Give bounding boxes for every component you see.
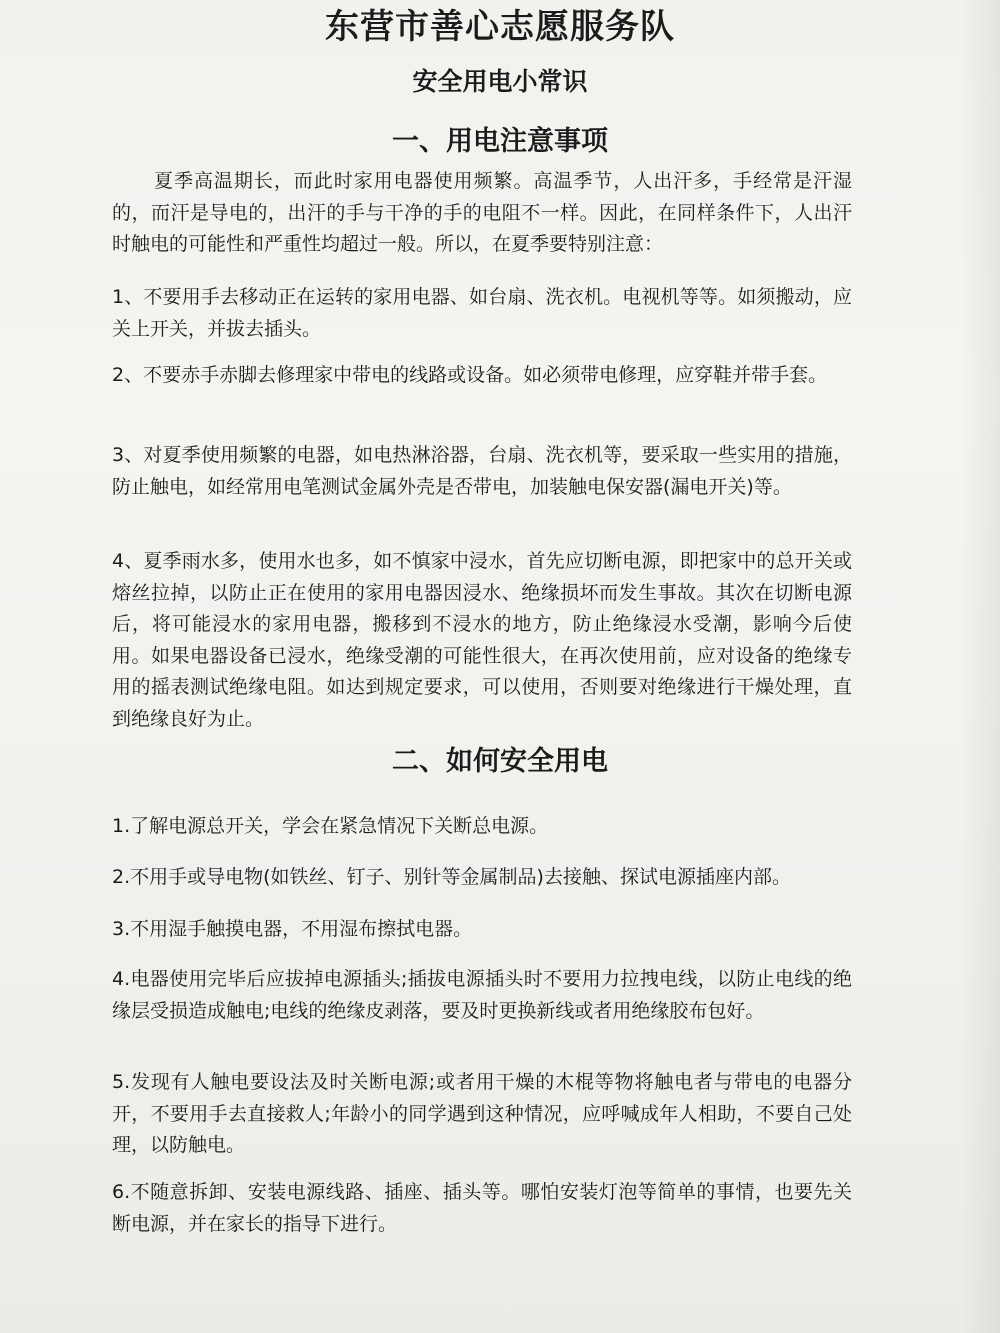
paper-edge-shadow: [960, 0, 1000, 1333]
precaution-item-3: 3、对夏季使用频繁的电器，如电热淋浴器，台扇、洗衣机等，要采取一些实用的措施，防止触电，如经常用电笔测试金属外壳是否带电，加装触电保安器(漏电开关)等。: [112, 444, 852, 498]
safety-item-3: 3.不用湿手触摸电器，不用湿布擦拭电器。: [112, 918, 473, 940]
safety-item-4: 4.电器使用完毕后应拔掉电源插头;插拔电源插头时不要用力拉拽电线，以防止电线的绝缘层受损造成触电;电线的绝缘皮剥落，要及时更换新线或者用绝缘胶布包好。: [112, 968, 852, 1022]
safety-item-2: 2.不用手或导电物(如铁丝、钉子、别针等金属制品)去接触、探试电源插座内部。: [112, 866, 791, 888]
intro-paragraph: 夏季高温期长，而此时家用电器使用频繁。高温季节，人出汗多，手经常是汗湿的，而汗是导电的，出汗的手与干净的手的电阻不一样。因此，在同样条件下，人出汗时触电的可能性和严重性均超过一般。所以，在夏季要特别注意：: [112, 170, 852, 255]
document-subtitle: 安全用电小常识: [412, 67, 588, 96]
section-heading-precautions: 一、用电注意事项: [392, 126, 608, 157]
section-heading-safe-use: 二、如何安全用电: [392, 746, 608, 777]
precaution-item-1: 1、不要用手去移动正在运转的家用电器、如台扇、洗衣机。电视机等等。如须搬动，应关上开关，并拔去插头。: [112, 286, 852, 340]
safety-item-6: 6.不随意拆卸、安装电源线路、插座、插头等。哪怕安装灯泡等简单的事情，也要先关断电源，并在家长的指导下进行。: [112, 1181, 852, 1235]
organization-title: 东营市善心志愿服务队: [325, 7, 675, 47]
safety-item-1: 1.了解电源总开关，学会在紧急情况下关断总电源。: [112, 815, 549, 837]
precaution-item-4: 4、夏季雨水多，使用水也多，如不慎家中浸水，首先应切断电源，即把家中的总开关或熔丝拉掉，以防止正在使用的家用电器因浸水、绝缘损坏而发生事故。其次在切断电源后，将可能浸水的家用电器，搬移到不浸水的地方，防止绝缘浸水受潮，影响今后使用。如果电器设备已浸水，绝缘受潮的可能性很大，在再次使用前，应对设备的绝缘专用的摇表测试绝缘电阻。如达到规定要求，可以使用，否则要对绝缘进行干燥处理，直到绝缘良好为止。: [112, 550, 852, 730]
precaution-item-2: 2、不要赤手赤脚去修理家中带电的线路或设备。如必须带电修理，应穿鞋并带手套。: [112, 364, 828, 386]
safety-item-5: 5.发现有人触电要设法及时关断电源;或者用干燥的木棍等物将触电者与带电的电器分开，不要用手去直接救人;年龄小的同学遇到这种情况，应呼喊成年人相助，不要自己处理，以防触电。: [112, 1071, 852, 1156]
